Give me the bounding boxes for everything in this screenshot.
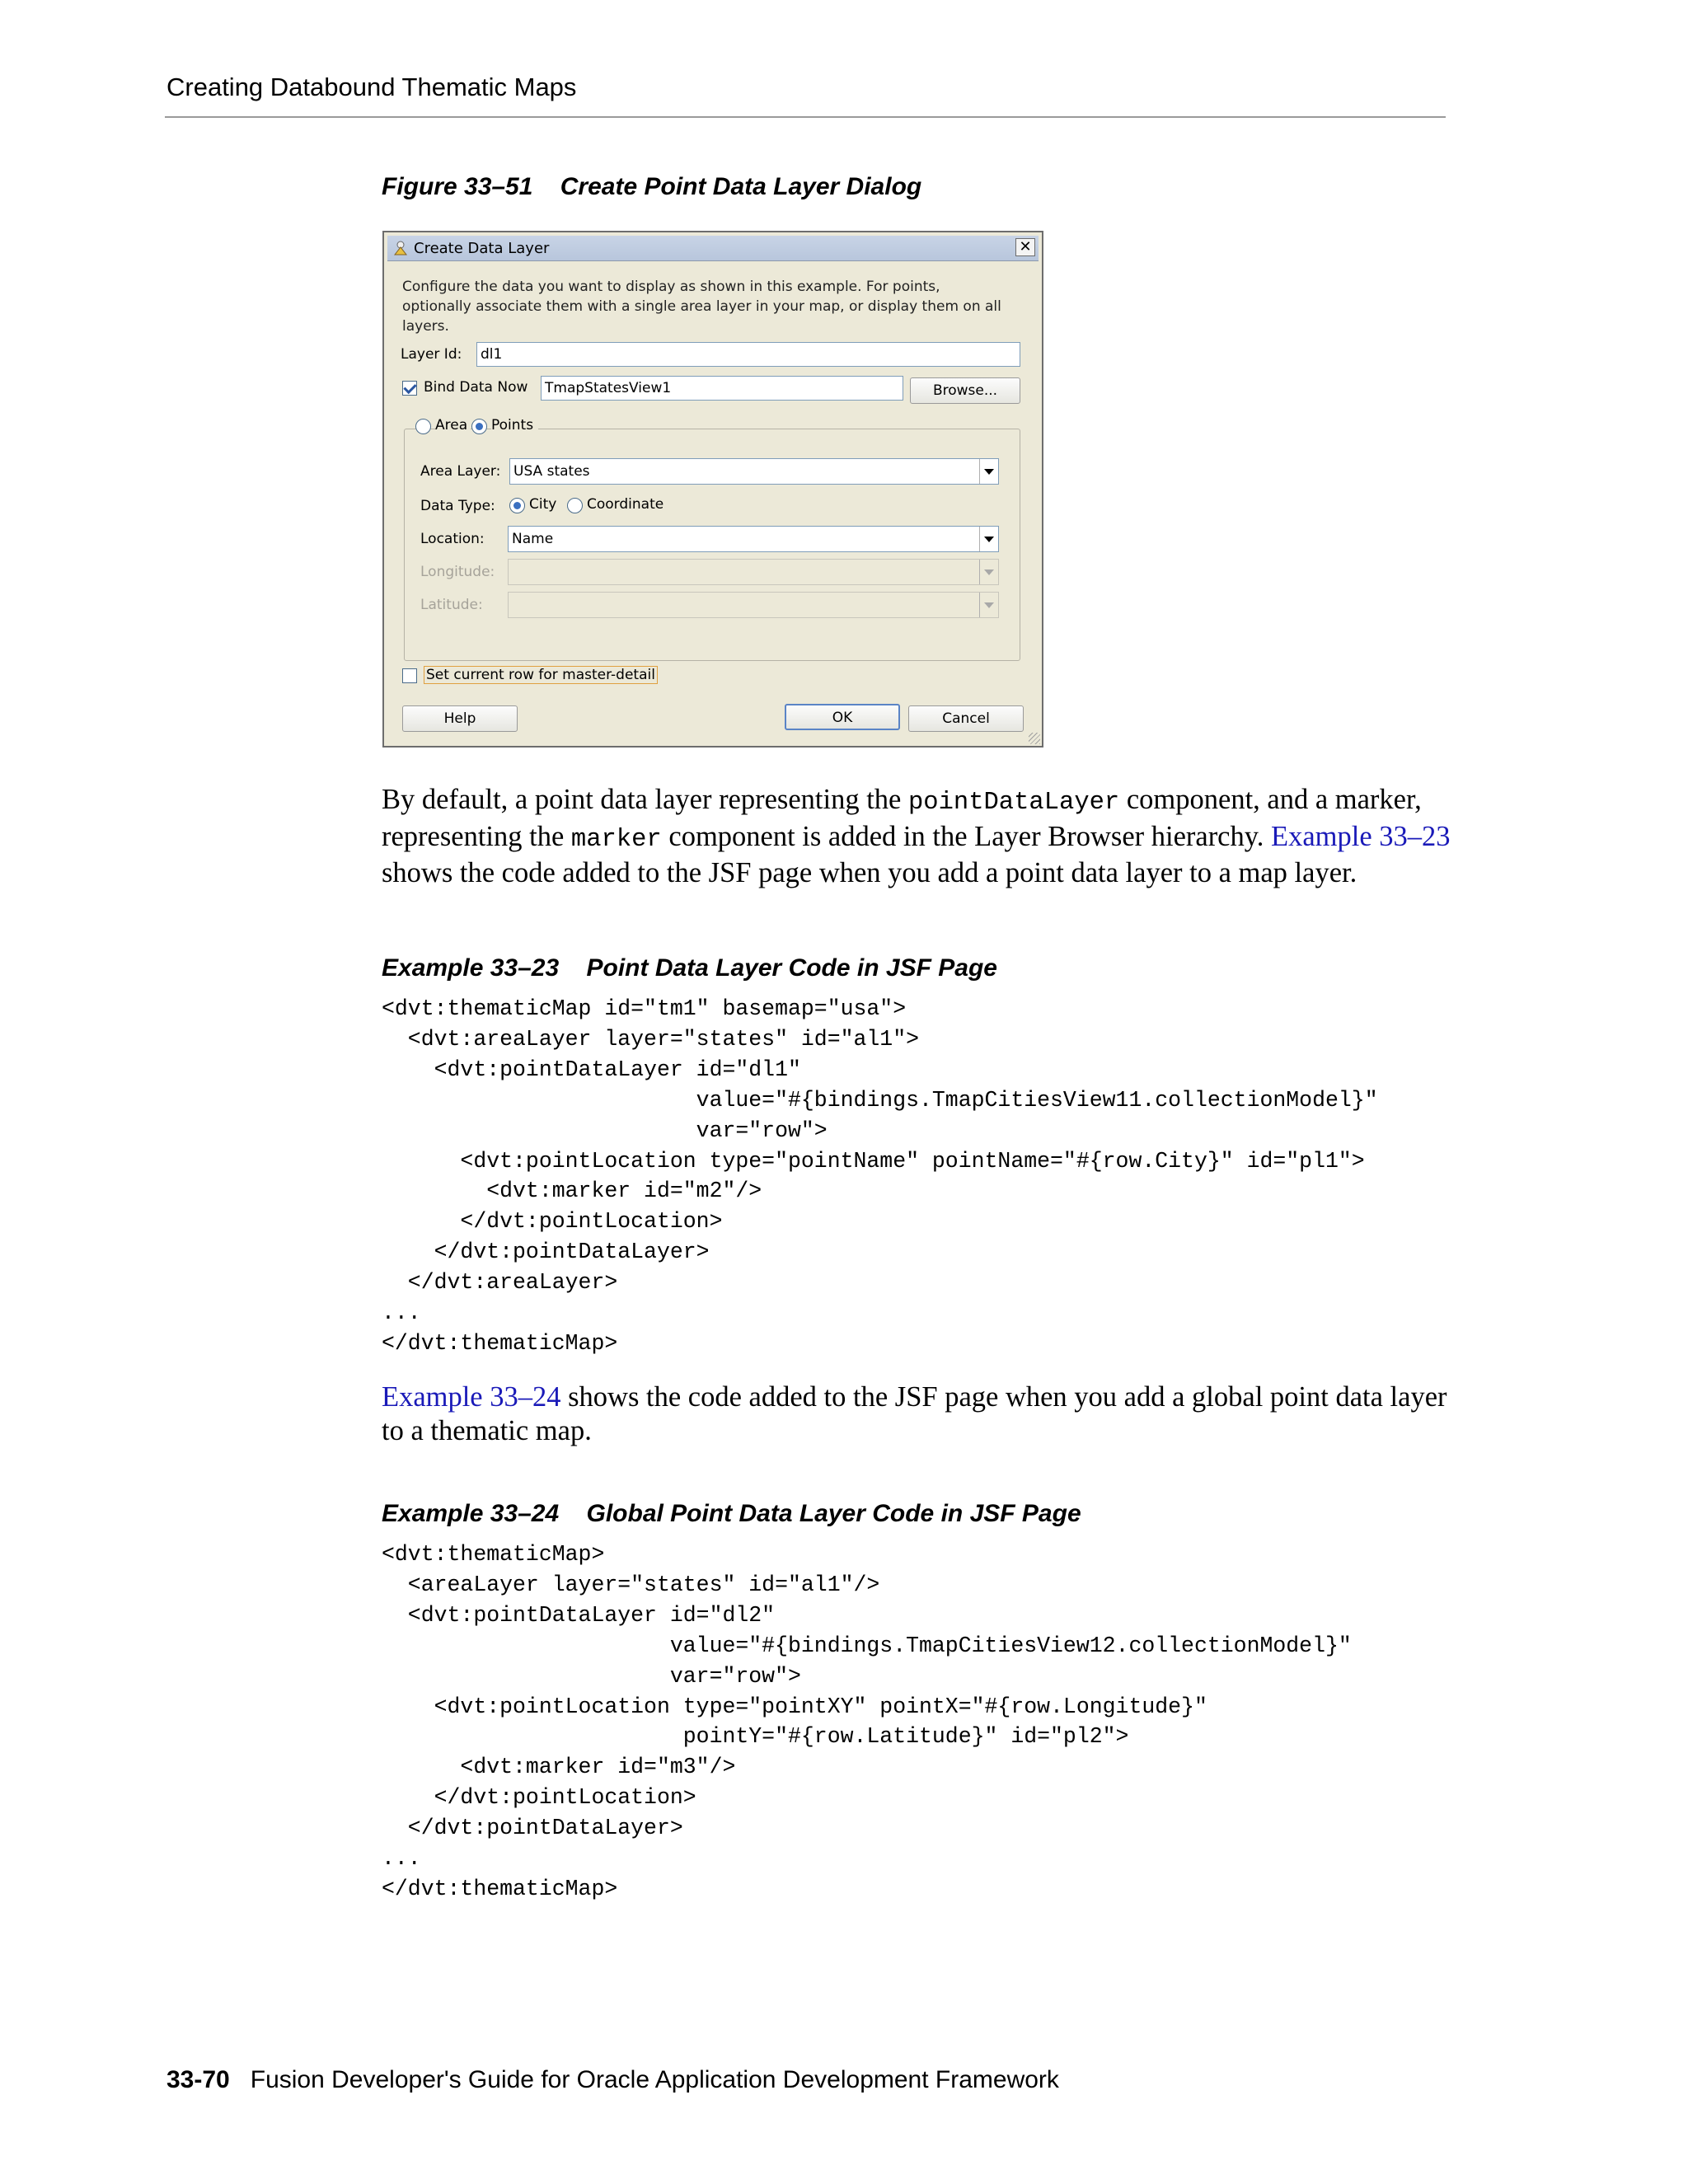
example-33-23-caption: Example 33–23 Point Data Layer Code in JSF Page bbox=[382, 954, 997, 982]
paragraph-default-layer bbox=[382, 783, 1453, 890]
close-icon[interactable]: ✕ bbox=[1015, 238, 1035, 256]
dialog-titlebar bbox=[387, 236, 1039, 261]
text-span: shows the code added to the JSF page when you add a point data layer to a map layer. bbox=[382, 857, 1357, 888]
page-footer bbox=[166, 2066, 1059, 2094]
data-source-input[interactable]: TmapStatesView1 bbox=[541, 376, 903, 401]
example-33-24-code: <dvt:thematicMap> <areaLayer layer="states" id="al1"/> <dvt:pointDataLayer id="dl2" value="#{bindings.TmapCitiesView12.collectionModel}" var="row"> <dvt:pointLocation type="pointXY" pointX="#{row.Longitude}" pointY="#{row.Latitude}" id="pl2"> <dvt:marker id="m3"/> </dvt:pointLocation> </dvt:pointDataLayer> ... </dvt:thematicMap> bbox=[382, 1542, 1352, 1901]
ok-button[interactable]: OK bbox=[785, 704, 900, 730]
chevron-down-icon bbox=[979, 459, 998, 484]
text-span: shows the code added to the JSF page when you add a global point data layer to a thematic map. bbox=[382, 1381, 1447, 1446]
longitude-label: Longitude: bbox=[420, 564, 495, 580]
chevron-down-icon bbox=[979, 560, 998, 584]
resize-grip-icon[interactable] bbox=[1029, 733, 1040, 744]
points-radio-label: Points bbox=[491, 417, 538, 434]
page-number: 33-70 bbox=[166, 2066, 230, 2093]
master-detail-checkbox[interactable] bbox=[402, 668, 417, 683]
city-radio-label: City bbox=[529, 496, 557, 513]
chevron-down-icon bbox=[979, 527, 998, 551]
example-33-23-link[interactable]: Example 33–23 bbox=[1271, 820, 1451, 852]
example-33-24-caption: Example 33–24 Global Point Data Layer Code in JSF Page bbox=[382, 1500, 1081, 1527]
latitude-select[interactable] bbox=[508, 592, 999, 618]
example-33-24-link[interactable]: Example 33–24 bbox=[382, 1381, 561, 1413]
coordinate-radio[interactable] bbox=[567, 498, 583, 513]
bind-data-now-label: Bind Data Now bbox=[424, 379, 528, 396]
chevron-down-icon bbox=[979, 593, 998, 617]
example-33-23-code: <dvt:thematicMap id="tm1" basemap="usa"> <dvt:areaLayer layer="states" id="al1"> <dvt:pointDataLayer id="dl1" value="#{bindings.TmapCitiesView11.collectionModel}" var="row"> <dvt:pointLocation type="pointName" pointName="#{row.City}" id="pl1"> <dvt:marker id="m2"/> </dvt:pointLocation> </dvt:pointDataLayer> </dvt:areaLayer> ... </dvt:thematicMap> bbox=[382, 996, 1378, 1356]
data-type-label: Data Type: bbox=[420, 498, 495, 514]
header-rule bbox=[165, 116, 1446, 118]
text-span: By default, a point data layer representing the bbox=[382, 784, 908, 815]
bind-data-now-checkbox[interactable] bbox=[402, 381, 417, 396]
location-select[interactable] bbox=[508, 526, 999, 552]
code-term-marker: marker bbox=[570, 825, 662, 854]
area-radio[interactable] bbox=[415, 419, 431, 434]
text-span: component is added in the Layer Browser hierarchy. bbox=[661, 820, 1272, 852]
layer-id-label: Layer Id: bbox=[401, 346, 462, 363]
dialog-title: Create Data Layer bbox=[414, 240, 550, 257]
area-layer-value: USA states bbox=[513, 463, 590, 480]
code-term-pointdatalayer: pointDataLayer bbox=[907, 789, 1120, 817]
latitude-label: Latitude: bbox=[420, 597, 483, 613]
area-layer-select[interactable] bbox=[509, 458, 999, 485]
location-label: Location: bbox=[420, 531, 485, 547]
coordinate-radio-label: Coordinate bbox=[587, 496, 664, 513]
running-header: Creating Databound Thematic Maps bbox=[166, 73, 577, 101]
area-layer-label: Area Layer: bbox=[420, 463, 501, 480]
city-radio[interactable] bbox=[509, 498, 525, 513]
dialog-description: Configure the data you want to display as shown in this example. For points, optionally associate them with a single area layer in your map, or display them on all layers. bbox=[402, 279, 1001, 335]
location-value: Name bbox=[512, 531, 554, 547]
text-span: component, and a marker, representing the bbox=[382, 784, 1422, 852]
area-radio-label: Area bbox=[435, 417, 471, 434]
cancel-button[interactable]: Cancel bbox=[908, 705, 1024, 732]
help-button[interactable]: Help bbox=[402, 705, 518, 732]
create-data-layer-dialog bbox=[382, 231, 1043, 748]
browse-button[interactable]: Browse... bbox=[910, 377, 1020, 404]
app-icon bbox=[392, 240, 409, 256]
figure-caption: Figure 33–51 Create Point Data Layer Dialog bbox=[382, 173, 922, 200]
longitude-select[interactable] bbox=[508, 559, 999, 585]
layer-id-input[interactable]: dl1 bbox=[476, 342, 1020, 367]
points-radio[interactable] bbox=[471, 419, 487, 434]
master-detail-label: Set current row for master-detail bbox=[424, 666, 658, 684]
book-title: Fusion Developer's Guide for Oracle Application Development Framework bbox=[250, 2066, 1059, 2093]
paragraph-global-layer bbox=[382, 1380, 1453, 1447]
